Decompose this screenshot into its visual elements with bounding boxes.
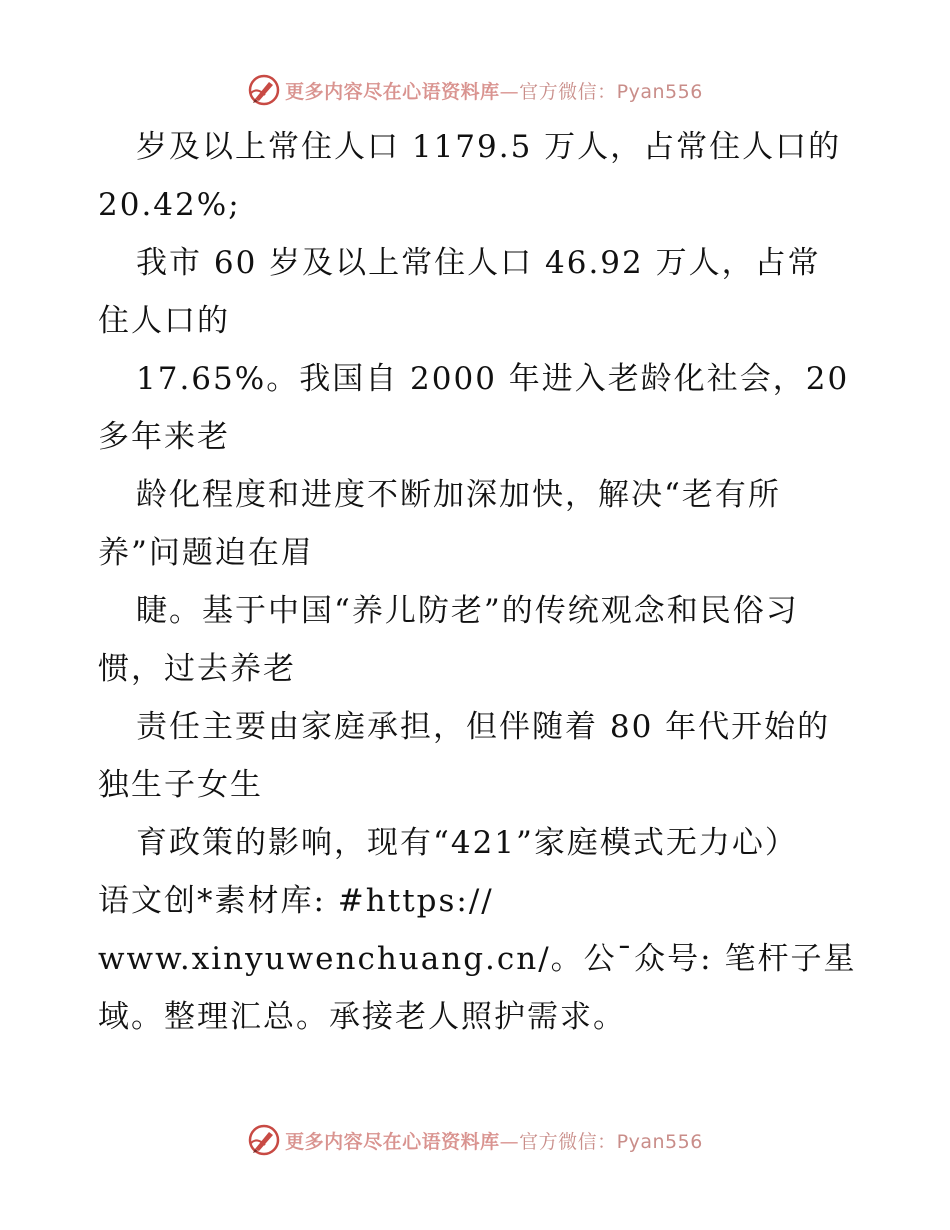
header-banner	[0, 70, 950, 110]
body-line: 睫。基于中国“养儿防老”的传统观念和民俗习	[136, 593, 799, 629]
footer-title: 更多内容尽在心语资料库	[285, 1130, 500, 1153]
body-line: 育政策的影响，现有“421”家庭模式无力心）	[136, 825, 798, 861]
header-text	[285, 77, 703, 104]
body-line: 责任主要由家庭承担，但伴随着 80 年代开始的	[136, 709, 831, 745]
header-title: 更多内容尽在心语资料库	[285, 80, 500, 103]
body-line: 养”问题迫在眉	[98, 535, 314, 571]
body-line: 17.65%。我国自 2000 年进入老龄化社会，20	[136, 361, 850, 397]
footer-banner	[0, 1120, 950, 1160]
body-line: 龄化程度和进度不断加深加快，解决“老有所	[136, 477, 781, 513]
pen-logo-icon	[247, 1123, 281, 1157]
body-line: 惯，过去养老	[98, 651, 296, 687]
body-line: 域。整理汇总。承接老人照护需求。	[98, 999, 626, 1035]
body-line: 独生子女生	[98, 767, 263, 803]
document-body	[98, 118, 858, 1046]
header-wechat: 官方微信：Pyan556	[519, 80, 703, 103]
body-line: 多年来老	[98, 419, 230, 455]
pen-logo-icon	[247, 73, 281, 107]
footer-text	[285, 1127, 703, 1154]
body-line: 岁及以上常住人口 1179.5 万人，占常住人口的	[136, 129, 842, 165]
body-line: 语文创*素材库: #https://	[98, 883, 494, 919]
body-line: 住人口的	[98, 303, 230, 339]
body-line: 20.42%;	[98, 187, 241, 223]
body-line: www.xinyuwenchuang.cn/。公¯众号: 笔杆子星	[98, 941, 857, 977]
footer-wechat: 官方微信：Pyan556	[519, 1130, 703, 1153]
footer-dash: —	[499, 1130, 520, 1153]
header-dash: —	[499, 80, 520, 103]
body-line: 我市 60 岁及以上常住人口 46.92 万人，占常	[136, 245, 821, 281]
